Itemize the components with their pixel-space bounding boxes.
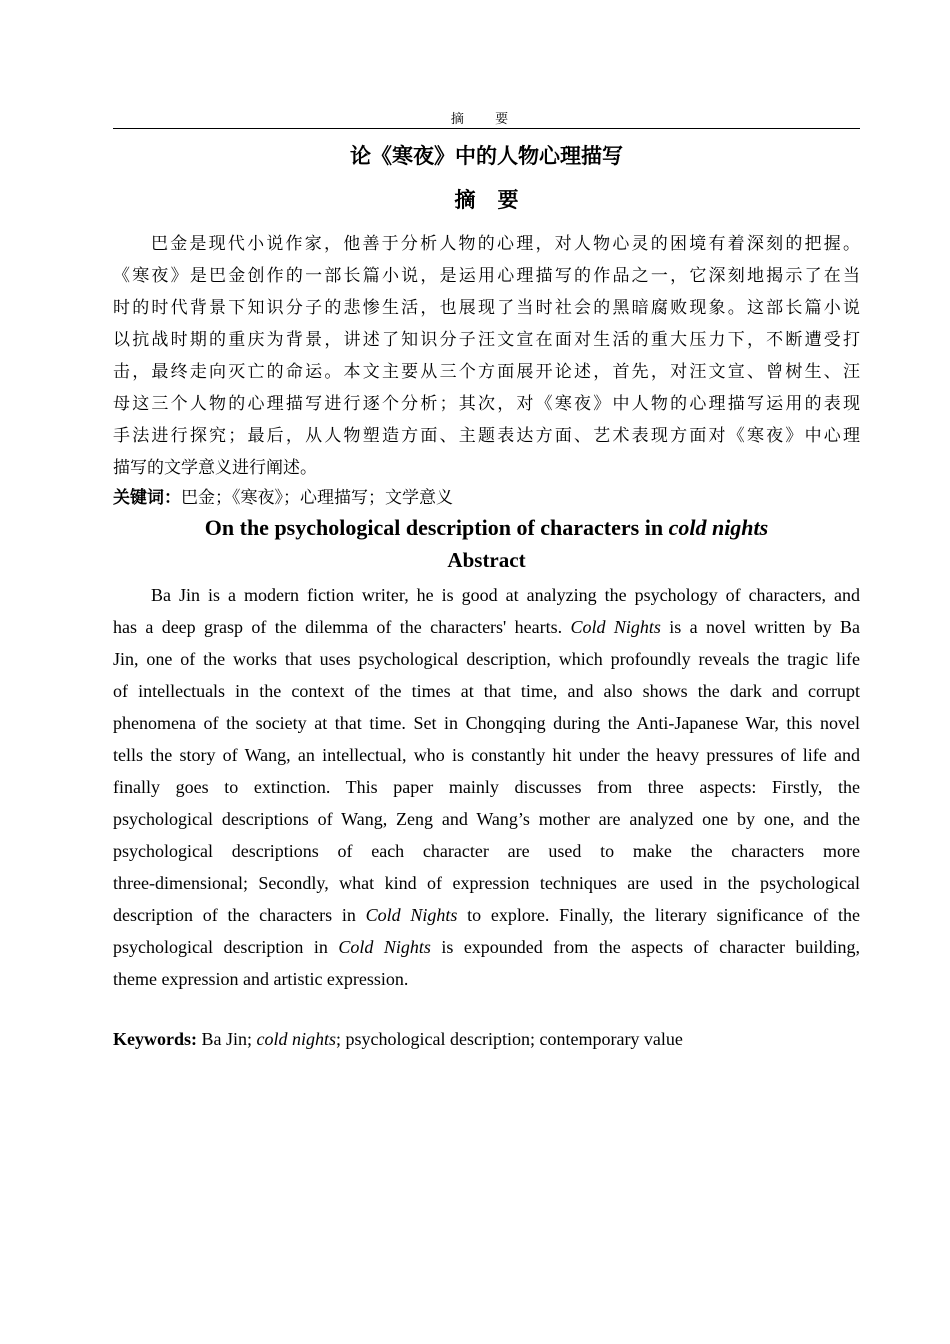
paragraph-line (113, 707, 860, 739)
english-keywords (113, 1029, 683, 1050)
line-text: finally goes to extinction. This paper mainly discusses from three aspects: Firstly, the (113, 777, 860, 797)
line-text: psychological description in (113, 937, 339, 957)
line-text: of intellectuals in the context of the times at that time, and also shows the dark and corrupt (113, 681, 860, 701)
line-text: 巴金是现代小说作家，他善于分析人物的心理，对人物心灵的困境有着深刻的把握。 (151, 234, 860, 254)
line-text: 击，最终走向灭亡的命运。本文主要从三个方面展开论述，首先，对汪文宣、曾树生、汪 (113, 362, 860, 382)
chinese-keywords-label: 关键词： (113, 488, 181, 508)
paragraph-line (113, 228, 860, 260)
english-keywords-part: Ba Jin; (197, 1029, 257, 1049)
english-title-main: On the psychological description of characters in (204, 515, 669, 540)
italic-title-text: Cold Nights (365, 905, 458, 925)
paragraph-line (113, 611, 860, 643)
paragraph-line (113, 452, 860, 484)
chinese-keywords (113, 484, 453, 512)
english-title-italic: cold nights (668, 515, 769, 540)
line-text: 以抗战时期的重庆为背景，讲述了知识分子汪文宣在面对生活的重大压力下，不断遭受打 (113, 330, 860, 350)
paragraph-line (113, 388, 860, 420)
line-text: to explore. Finally, the literary significance of the (457, 905, 860, 925)
paragraph-line (113, 739, 860, 771)
chinese-title: 论《寒夜》中的人物心理描写 (350, 144, 623, 168)
paragraph-line (113, 324, 860, 356)
line-text: 手法进行探究；最后，从人物塑造方面、主题表达方面、艺术表现方面对《寒夜》中心理 (113, 426, 860, 446)
english-keywords-label: Keywords: (113, 1029, 197, 1049)
chinese-abstract-heading: 摘要 (454, 188, 541, 212)
paragraph-line (113, 675, 860, 707)
paragraph-line (113, 771, 860, 803)
line-text: psychological descriptions of Wang, Zeng and Wang’s mother are analyzed one by one, and the (113, 809, 860, 829)
english-abstract-heading: Abstract (447, 548, 526, 572)
english-title (113, 515, 860, 541)
italic-title-text: Cold Nights (570, 617, 661, 637)
paragraph-line (113, 803, 860, 835)
paragraph-line (113, 356, 860, 388)
italic-title-text: Cold Nights (338, 937, 431, 957)
paragraph-line (113, 867, 860, 899)
line-text: is a novel written by Ba (660, 617, 860, 637)
line-text: 描写的文学意义进行阐述。 (113, 458, 317, 478)
english-keywords-part: ; psychological description; contemporary value (336, 1029, 683, 1049)
line-text: Jin, one of the works that uses psychological description, which profoundly reveals the tragic life (113, 649, 860, 669)
line-text: Ba Jin is a modern fiction writer, he is good at analyzing the psychology of characters, and (151, 585, 860, 605)
line-text: 母这三个人物的心理描写进行逐个分析；其次，对《寒夜》中人物的心理描写运用的表现 (113, 394, 860, 414)
paragraph-line (113, 931, 860, 963)
paragraph-line (113, 963, 860, 995)
line-text: description of the characters in (113, 905, 366, 925)
paragraph-line (113, 292, 860, 324)
line-text: has a deep grasp of the dilemma of the characters' hearts. (113, 617, 571, 637)
line-text: tells the story of Wang, an intellectual, who is constantly hit under the heavy pressures of life and (113, 745, 860, 765)
header-rule (113, 128, 860, 129)
paragraph-line (113, 260, 860, 292)
chinese-keywords-value: 巴金；《寒夜》；心理描写；文学意义 (181, 488, 453, 508)
line-text: three-dimensional; Secondly, what kind of expression techniques are used in the psychological (113, 873, 860, 893)
paragraph-line (113, 643, 860, 675)
paragraph-line (113, 420, 860, 452)
paragraph-line (113, 835, 860, 867)
line-text: phenomena of the society at that time. Set in Chongqing during the Anti-Japanese War, this novel (113, 713, 860, 733)
line-text: 《寒夜》是巴金创作的一部长篇小说，是运用心理描写的作品之一，它深刻地揭示了在当 (113, 266, 860, 286)
chinese-abstract-body (113, 228, 860, 484)
running-header: 摘 要 (450, 111, 523, 126)
paragraph-line (113, 899, 860, 931)
line-text: psychological descriptions of each character are used to make the characters more (113, 841, 860, 861)
line-text: is expounded from the aspects of character building, (430, 937, 860, 957)
paragraph-line (113, 579, 860, 611)
english-keywords-italic: cold nights (256, 1029, 337, 1049)
line-text: 时的时代背景下知识分子的悲惨生活，也展现了当时社会的黑暗腐败现象。这部长篇小说 (113, 298, 860, 318)
english-abstract-body (113, 579, 860, 995)
line-text: theme expression and artistic expression. (113, 969, 409, 989)
